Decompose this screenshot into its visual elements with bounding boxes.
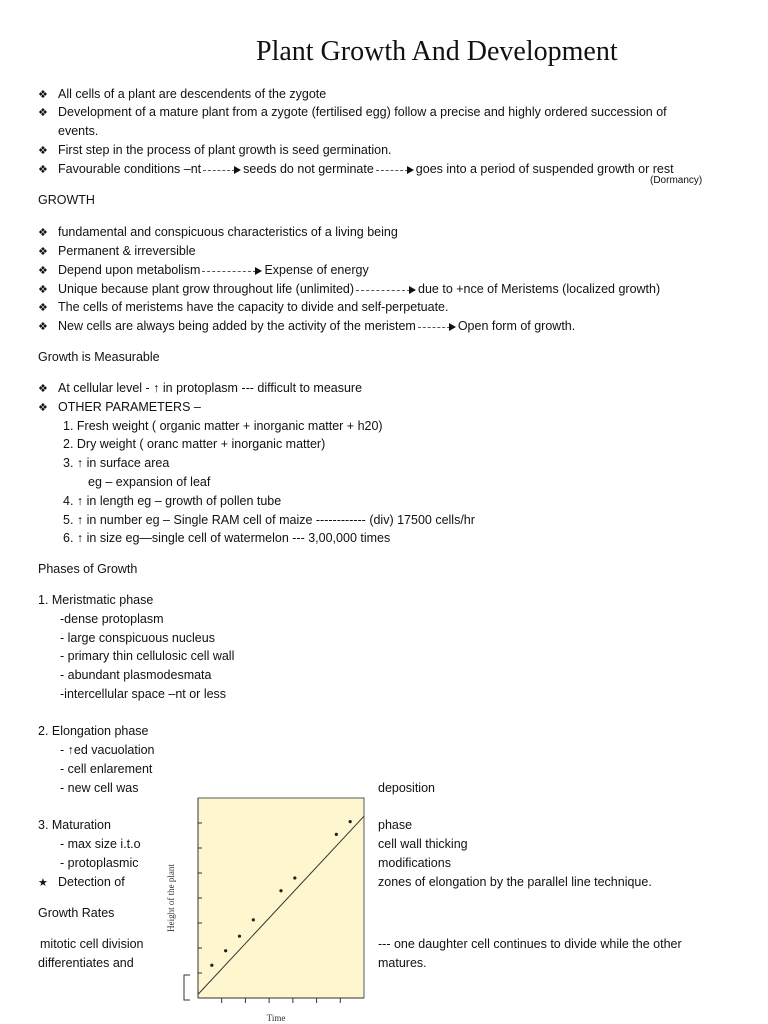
diamond-bullet-icon: ❖ xyxy=(38,164,48,176)
phase-detail-right: phase xyxy=(378,818,413,832)
favourable-item xyxy=(38,161,674,178)
intro-item-3 xyxy=(38,142,392,159)
phase-detail: - primary thin cellulosic cell wall xyxy=(60,649,235,663)
growth-text: due to +nce of Meristems (localized growth) xyxy=(418,282,661,296)
favourable-text-a: Favourable conditions –nt xyxy=(58,162,202,176)
growth-item-5 xyxy=(38,299,448,316)
arrow-icon xyxy=(203,165,241,175)
phase-maturation: 3. Maturation xyxy=(38,818,111,832)
param-6: 6. ↑ in size eg—single cell of watermelon --- 3,00,000 times xyxy=(63,531,391,545)
growth-text: Depend upon metabolism xyxy=(58,263,201,277)
rates-text: differentiates and xyxy=(38,956,134,970)
phase-detail-right: deposition xyxy=(378,781,435,795)
intro-item-1 xyxy=(38,86,326,103)
phase-detail: - protoplasmic xyxy=(60,856,139,870)
data-point xyxy=(210,964,213,967)
phase-detail: - ↑ed vacuolation xyxy=(60,743,155,757)
diamond-bullet-icon: ❖ xyxy=(38,89,48,101)
arrow-icon xyxy=(356,285,416,295)
measurable-text: At cellular level - ↑ in protoplasm --- difficult to measure xyxy=(58,381,363,395)
phase-detail: - abundant plasmodesmata xyxy=(60,668,212,682)
x-axis-label: Time xyxy=(266,1013,286,1023)
intro-text-2: Development of a mature plant from a zygote (fertilised egg) follow a precise and highly ordered succession of xyxy=(58,105,667,119)
data-point xyxy=(279,889,282,892)
favourable-text-c: goes into a period of suspended growth or rest xyxy=(415,162,674,176)
intro-text-2-cont: events. xyxy=(58,124,99,138)
data-point xyxy=(293,876,296,879)
growth-text: Unique because plant grow throughout life (unlimited) xyxy=(58,282,355,296)
diamond-bullet-icon: ❖ xyxy=(38,383,48,395)
growth-item-6 xyxy=(38,318,575,335)
growth-line-chart xyxy=(160,790,370,1024)
measurable-item-2 xyxy=(38,399,201,416)
phases-heading: Phases of Growth xyxy=(38,562,138,576)
param-2: 2. Dry weight ( oranc matter + inorganic matter) xyxy=(63,437,326,451)
phase-detail: - cell enlarement xyxy=(60,762,153,776)
intro-text-3: First step in the process of plant growth is seed germination. xyxy=(58,143,392,157)
detection-text-right: zones of elongation by the parallel line technique. xyxy=(378,875,652,889)
diamond-bullet-icon: ❖ xyxy=(38,321,48,333)
data-point xyxy=(349,820,352,823)
phase-detail: - max size i.t.o xyxy=(60,837,141,851)
diamond-bullet-icon: ❖ xyxy=(38,107,48,119)
rates-heading: Growth Rates xyxy=(38,906,115,920)
param-3: 3. ↑ in surface area xyxy=(63,456,170,470)
diamond-bullet-icon: ❖ xyxy=(38,227,48,239)
detection-item xyxy=(38,874,125,891)
arrow-icon xyxy=(376,165,414,175)
growth-item-4 xyxy=(38,281,660,298)
growth-text: fundamental and conspicuous characteristics of a living being xyxy=(58,225,398,239)
diamond-bullet-icon: ❖ xyxy=(38,265,48,277)
growth-text: New cells are always being added by the activity of the meristem xyxy=(58,319,416,333)
growth-item-1 xyxy=(38,224,398,241)
growth-heading: GROWTH xyxy=(38,193,95,207)
param-4: 4. ↑ in length eg – growth of pollen tube xyxy=(63,494,282,508)
data-point xyxy=(224,949,227,952)
param-1: 1. Fresh weight ( organic matter + inorganic matter + h20) xyxy=(63,419,383,433)
y-axis-bracket xyxy=(184,975,190,1000)
measurable-text: OTHER PARAMETERS – xyxy=(58,400,201,414)
arrow-icon xyxy=(202,266,262,276)
phase-detail: -intercellular space –nt or less xyxy=(60,687,227,701)
data-point xyxy=(252,918,255,921)
param-3-example: eg – expansion of leaf xyxy=(88,475,211,489)
dormancy-note: (Dormancy) xyxy=(650,175,703,186)
data-point xyxy=(335,833,338,836)
growth-item-3 xyxy=(38,262,369,279)
detection-text: Detection of xyxy=(58,875,125,889)
phase-detail-right: modifications xyxy=(378,856,451,870)
intro-item-2 xyxy=(38,104,667,121)
phase-detail: -dense protoplasm xyxy=(60,612,164,626)
phase-detail: - new cell was xyxy=(60,781,139,795)
arrow-icon xyxy=(418,322,456,332)
phase-detail: - large conspicuous nucleus xyxy=(60,631,215,645)
growth-text: The cells of meristems have the capacity to divide and self-perpetuate. xyxy=(58,300,449,314)
diamond-bullet-icon: ❖ xyxy=(38,246,48,258)
growth-text: Open form of growth. xyxy=(457,319,576,333)
diamond-bullet-icon: ❖ xyxy=(38,302,48,314)
phase-meristematic: 1. Meristmatic phase xyxy=(38,593,154,607)
growth-item-2 xyxy=(38,243,196,260)
growth-text: Permanent & irreversible xyxy=(58,244,196,258)
growth-text: Expense of energy xyxy=(264,263,369,277)
data-point xyxy=(238,935,241,938)
diamond-bullet-icon: ❖ xyxy=(38,284,48,296)
diamond-bullet-icon: ❖ xyxy=(38,145,48,157)
rates-text-right: --- one daughter cell continues to divide while the other xyxy=(378,937,682,951)
phase-elongation: 2. Elongation phase xyxy=(38,724,149,738)
star-bullet-icon: ★ xyxy=(38,877,48,889)
favourable-text-b: seeds do not germinate xyxy=(243,162,374,176)
rates-text: mitotic cell division xyxy=(40,937,144,951)
param-5: 5. ↑ in number eg – Single RAM cell of maize ------------ (div) 17500 cells/hr xyxy=(63,513,475,527)
measurable-heading: Growth is Measurable xyxy=(38,350,160,364)
rates-text-right: matures. xyxy=(378,956,427,970)
diamond-bullet-icon: ❖ xyxy=(38,402,48,414)
y-axis-label: Height of the plant xyxy=(166,864,176,932)
measurable-item-1 xyxy=(38,380,362,397)
phase-detail-right: cell wall thicking xyxy=(378,837,468,851)
page-title: Plant Growth And Development xyxy=(256,36,618,67)
intro-text-1: All cells of a plant are descendents of the zygote xyxy=(58,87,327,101)
